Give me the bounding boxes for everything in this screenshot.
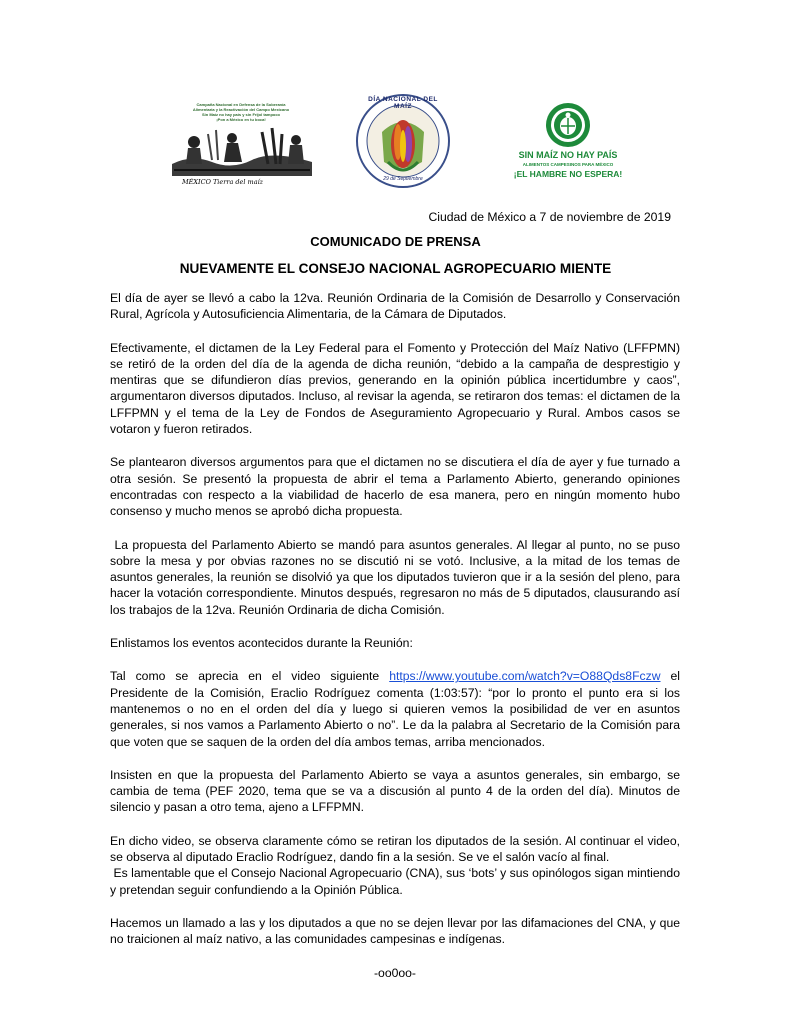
campaign-line-4: ¡Pon a México en tu boca! xyxy=(216,117,266,122)
youtube-video-link[interactable]: https://www.youtube.com/watch?v=O88Qds8Fczw xyxy=(389,669,661,684)
press-title: NUEVAMENTE EL CONSEJO NACIONAL AGROPECUARIO MIENTE xyxy=(179,261,612,276)
paragraph-9: Es lamentable que el Consejo Nacional Agropecuario (CNA), sus ‘bots’ y sus opinólogos sigan mintiendo y pretendan seguir confundiendo a la Opinión Pública. xyxy=(110,866,684,897)
sin-maiz-line-1: SIN MAÍZ NO HAY PAÍS xyxy=(518,150,618,160)
field-workers-icon xyxy=(172,124,312,176)
campaign-caption: MÉXICO Tierra del maíz xyxy=(182,178,264,186)
press-body xyxy=(110,290,684,998)
press-heading: COMUNICADO DE PRENSA xyxy=(310,234,481,249)
paragraph-2: Efectivamente, el dictamen de la Ley Federal para el Fomento y Protección del Maíz Nativo (LFFPMN) se retiró de la orden del día de la agenda de dicha reunión, “debido a la campaña de desprestigio y mentiras que se difundieron días previos, generando en la opinión pública incertidumbre y caos”, argumentaron diversos diputados. Incluso, al revisar la agenda, se retiraron dos temas: el dictamen de la LFFPMN y el tema de la Ley de Fondos de Aseguramiento Agropecuario y Rural. Ambos casos se votaron y fueron retirados. xyxy=(110,340,680,437)
paragraph-7: Insisten en que la propuesta del Parlamento Abierto se vaya a asuntos generales, sin embargo, se cambia de tema (PEF 2020, tema que se va a discusión al punto 4 de la orden del día). Minutos de silencio y pasan a otro tema, ajeno a LFFPMN. xyxy=(110,767,680,815)
sin-maiz-line-3: ¡EL HAMBRE NO ESPERA! xyxy=(513,169,623,179)
turtle-emblem-icon xyxy=(545,102,591,148)
corn-day-arc-text: DÍA NACIONAL DEL MAÍZ xyxy=(368,96,438,110)
paragraph-6-rest: el Presidente de la Comisión, Eraclio Rodríguez comenta (1:03:57): “por lo pronto el punto era si los mantenemos o no en el orden del día y luego si quieren vemos la posibilidad de ver en asuntos generales, si nos vamos a Parlamento Abierto o no”. Le da la palabra al Secretario de la Comisión para que voten que se saquen de la orden del día ambos temas, arriba mencionados. xyxy=(110,669,681,749)
paragraph-4: La propuesta del Parlamento Abierto se mandó para asuntos generales. Al llegar al punto, no se puso sobre la mesa y por obvias razones no se discutió ni se votó. Inclusive, a la mitad de los temas de asuntos generales, la reunión se disolvió ya que los diputados tuvieron que ir a la sesión del pleno, para hacer la votación correspondiente. Minutos después, regresaron no más de 5 diputados, clausurando así los trabajos de la 12va. Reunión Ordinaria de dicha Comisión. xyxy=(110,537,684,617)
closing-mark: -oo0oo- xyxy=(373,965,416,980)
campaign-line-3: Sin Maíz no hay país y sin Frijol tampoco xyxy=(201,112,280,117)
paragraph-5: Enlistamos los eventos acontecidos durante la Reunión: xyxy=(110,636,413,651)
sin-maiz-logo xyxy=(513,102,623,188)
corn-day-date: 29 de Septiembre xyxy=(383,176,423,182)
campaign-text xyxy=(176,102,306,122)
paragraph-6 xyxy=(110,668,680,749)
paragraph-1: El día de ayer se llevó a cabo la 12va. Reunión Ordinaria de la Comisión de Desarrollo y Conservación Rural, Agrícola y Autosuficiencia Alimentaria, de la Cámara de Diputados. xyxy=(110,291,680,322)
paragraph-8: En dicho video, se observa claramente cómo se retiran los diputados de la sesión. Al continuar el video, se observa al diputado Eraclio Rodríguez, dando fin a la sesión. Se ve el salón vacío al final. xyxy=(110,833,680,865)
paragraph-6-intro: Tal como se aprecia en el video siguiente xyxy=(110,669,390,684)
logos-row xyxy=(0,92,791,192)
corn-day-logo xyxy=(352,92,454,190)
campaign-line-1: Campaña Nacional en Defensa de la Soberanía xyxy=(196,102,286,107)
campaign-logo xyxy=(172,100,312,186)
paragraph-10: Hacemos un llamado a las y los diputados a que no se dejen llevar por las difamaciones del CNA, y que no traicionen al maíz nativo, a las comunidades campesinas e indígenas. xyxy=(110,915,680,947)
paragraph-3: Se plantearon diversos argumentos para que el dictamen no se discutiera el día de ayer y fue turnado a otra sesión. Se presentó la propuesta de abrir el tema a Parlamento Abierto, generando opiniones encontradas con respecto a la viabilidad de hacerlo de esa manera, pero en ningún momento hubo consenso y mucho menos se aprobó dicha propuesta. xyxy=(110,455,680,519)
campaign-line-2: Alimentaria y la Reactivación del Campo Mexicano xyxy=(192,107,290,112)
press-date: Ciudad de México a 7 de noviembre de 2019 xyxy=(428,210,671,224)
sin-maiz-line-2: ALIMENTOS CAMPESINOS PARA MÉXICO xyxy=(522,162,614,167)
